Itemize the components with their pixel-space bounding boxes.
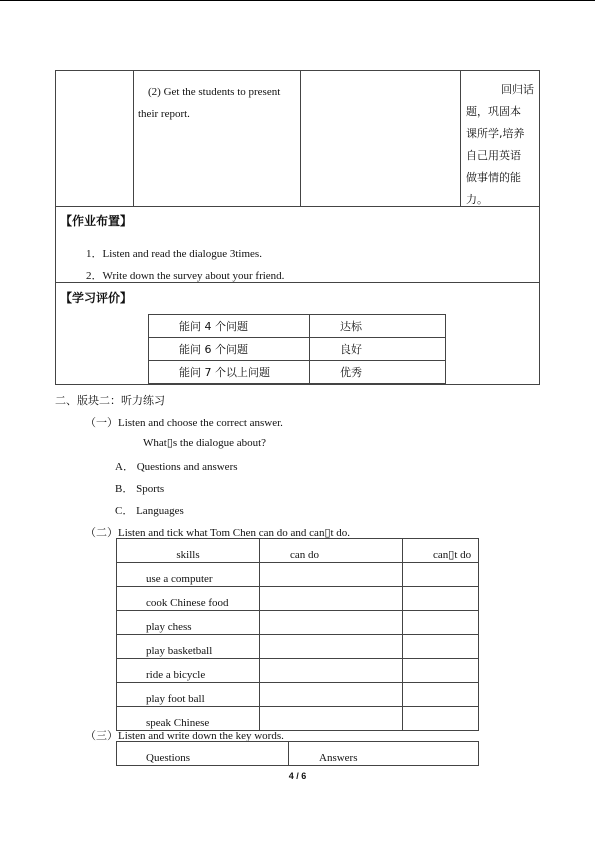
eval-question: 能问 7 个以上问题 <box>149 361 310 384</box>
can-do-cell[interactable] <box>260 611 403 635</box>
part2-title: （二）Listen and tick what Tom Chen can do and can▯t do. <box>85 527 351 539</box>
part1-title: （一）Listen and choose the correct answer. <box>85 417 283 429</box>
option-a: A． Questions and answers <box>115 461 238 473</box>
option-b: B． Sports <box>115 483 165 495</box>
top-rule <box>0 0 595 1</box>
table-header-row <box>117 539 479 563</box>
can-do-cell[interactable] <box>260 635 403 659</box>
option-c: C． Languages <box>115 505 184 517</box>
skill-name: play chess <box>117 611 260 635</box>
purpose-line: 回归话 <box>501 83 534 96</box>
table-row <box>117 683 479 707</box>
eval-grade: 良好 <box>310 338 446 361</box>
skill-name: use a computer <box>117 563 260 587</box>
table-row <box>117 587 479 611</box>
eval-question: 能问 4 个问题 <box>149 315 310 338</box>
skill-name: cook Chinese food <box>117 587 260 611</box>
header-can-do: can do <box>260 539 403 563</box>
table-row <box>149 338 446 361</box>
section-heading: 二、版块二：听力练习 <box>55 394 165 407</box>
table-row <box>117 611 479 635</box>
cant-do-cell[interactable] <box>403 683 479 707</box>
header-skills: skills <box>117 539 260 563</box>
cant-do-cell[interactable] <box>403 611 479 635</box>
skills-table <box>116 538 479 731</box>
purpose-line: 做事情的能 <box>466 171 521 184</box>
evaluation-title: 【学习评价】 <box>60 291 133 305</box>
column-divider <box>460 71 461 206</box>
part1-question: What▯s the dialogue about? <box>143 437 267 449</box>
header-questions: Questions <box>117 742 289 766</box>
keywords-table <box>116 741 479 766</box>
skill-name: ride a bicycle <box>117 659 260 683</box>
header-cant-do: can▯t do <box>403 539 479 563</box>
purpose-line: 自己用英语 <box>466 149 521 162</box>
teaching-step: (2) Get the students to present their report. <box>138 86 281 120</box>
eval-question: 能问 6 个问题 <box>149 338 310 361</box>
cant-do-cell[interactable] <box>403 587 479 611</box>
can-do-cell[interactable] <box>260 683 403 707</box>
can-do-cell[interactable] <box>260 659 403 683</box>
cant-do-cell[interactable] <box>403 635 479 659</box>
page-number: 4 / 6 <box>288 771 307 781</box>
purpose-line: 题，巩固本 <box>466 105 521 118</box>
table-header-row <box>117 742 479 766</box>
homework-title: 【作业布置】 <box>60 214 133 228</box>
teaching-purpose <box>466 79 538 211</box>
cant-do-cell[interactable] <box>403 563 479 587</box>
table-row <box>117 563 479 587</box>
table-row <box>117 635 479 659</box>
part3-title: （三）Listen and write down the key words. <box>85 730 284 742</box>
cant-do-cell[interactable] <box>403 659 479 683</box>
cant-do-cell[interactable] <box>403 707 479 731</box>
table-row <box>149 361 446 384</box>
eval-grade: 优秀 <box>310 361 446 384</box>
homework-item: 1．Listen and read the dialogue 3times. <box>86 248 262 260</box>
lesson-table <box>55 70 540 385</box>
column-divider <box>300 71 301 206</box>
homework-item: 2．Write down the survey about your friend. <box>86 270 285 282</box>
table-row <box>149 315 446 338</box>
skill-name: speak Chinese <box>117 707 260 731</box>
purpose-line: 课所学,培养 <box>466 127 525 140</box>
can-do-cell[interactable] <box>260 587 403 611</box>
eval-grade: 达标 <box>310 315 446 338</box>
purpose-line: 力。 <box>466 193 488 206</box>
evaluation-table <box>148 314 446 384</box>
skill-name: play foot ball <box>117 683 260 707</box>
header-answers: Answers <box>289 742 479 766</box>
table-row <box>117 659 479 683</box>
can-do-cell[interactable] <box>260 563 403 587</box>
skill-name: play basketball <box>117 635 260 659</box>
column-divider <box>133 71 134 206</box>
